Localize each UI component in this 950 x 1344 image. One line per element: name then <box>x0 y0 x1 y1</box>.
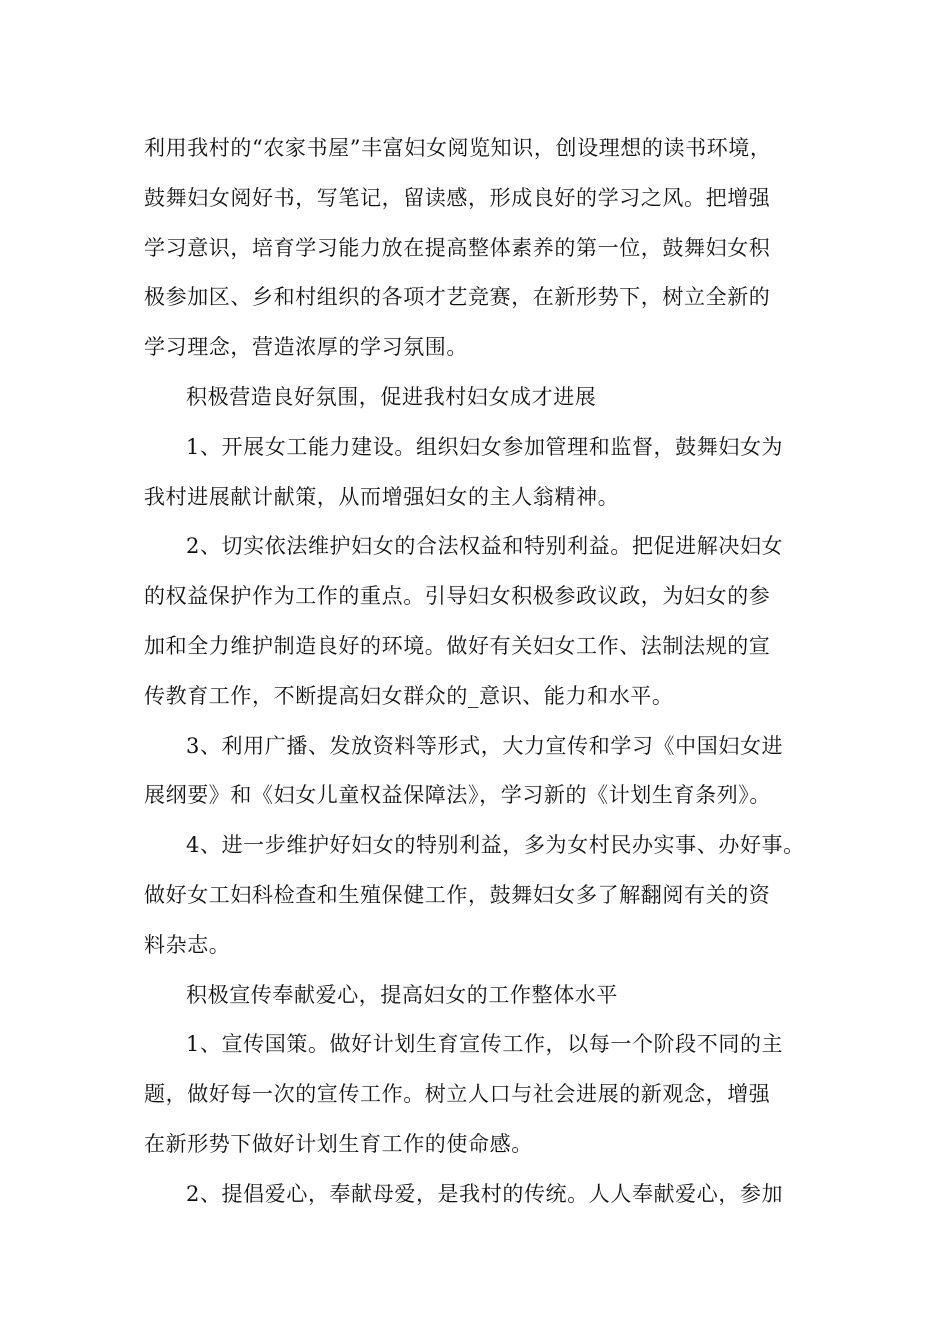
text-line: 2、切实依法维护妇女的合法权益和特别利益。把促进解决妇女 <box>186 534 784 559</box>
text-line: 利用我村的“农家书屋”丰富妇女阅览知识，创设理想的读书环境， <box>144 136 772 160</box>
text-line: 展纲要》和《妇女儿童权益保障法》，学习新的《计划生育条列》。 <box>144 783 771 808</box>
section-heading-atmosphere <box>144 373 816 423</box>
document-body <box>144 124 816 1220</box>
text-line: 题，做好每一次的宣传工作。树立人口与社会进展的新观念，增强 <box>144 1082 771 1107</box>
section-heading-dedication <box>144 971 816 1021</box>
text-line: 学习意识，培育学习能力放在提高整体素养的第一位，鼓舞妇女积 <box>144 235 771 260</box>
paragraph-item-2-rights <box>144 522 816 721</box>
text-line: 在新形势下做好计划生育工作的使命感。 <box>144 1131 533 1156</box>
text-line: 2、提倡爱心，奉献母爱，是我村的传统。人人奉献爱心，参加 <box>186 1181 784 1206</box>
text-line: 4、进一步维护好妇女的特别利益，多为女村民办实事、办好事。 <box>186 833 805 858</box>
text-line: 的权益保护作为工作的重点。引导妇女积极参政议政，为妇女的参 <box>144 584 771 609</box>
paragraph-item-1-capacity <box>144 423 816 523</box>
text-line: 鼓舞妇女阅好书，写笔记，留读感，形成良好的学习之风。把增强 <box>144 185 771 210</box>
paragraph-item-4-interests <box>144 821 816 970</box>
paragraph-item-1-policy <box>144 1020 816 1169</box>
heading-line: 积极营造良好氛围，促进我村妇女成才进展 <box>186 384 597 409</box>
text-line: 加和全力维护制造良好的环境。做好有关妇女工作、法制法规的宣 <box>144 633 771 658</box>
paragraph-item-3-publicity <box>144 722 816 822</box>
text-line: 学习理念，营造浓厚的学习氛围。 <box>144 335 468 360</box>
heading-line: 积极宣传奉献爱心，提高妇女的工作整体水平 <box>186 982 618 1007</box>
text-line: 做好女工妇科检查和生殖保健工作，鼓舞妇女多了解翻阅有关的资 <box>144 882 771 907</box>
paragraph-item-2-love <box>144 1170 816 1220</box>
paragraph-reading-environment <box>144 124 816 373</box>
text-line: 3、利用广播、发放资料等形式，大力宣传和学习《中国妇女进 <box>186 733 784 758</box>
text-line: 传教育工作，不断提高妇女群众的_意识、能力和水平。 <box>144 683 674 708</box>
text-line: 1、开展女工能力建设。组织妇女参加管理和监督，鼓舞妇女为 <box>186 434 784 459</box>
text-line: 料杂志。 <box>144 932 231 957</box>
text-line: 1、宣传国策。做好计划生育宣传工作，以每一个阶段不同的主 <box>186 1032 784 1057</box>
text-line: 我村进展献计献策，从而增强妇女的主人翁精神。 <box>144 484 620 509</box>
text-line: 极参加区、乡和村组织的各项才艺竞赛，在新形势下，树立全新的 <box>144 285 771 310</box>
